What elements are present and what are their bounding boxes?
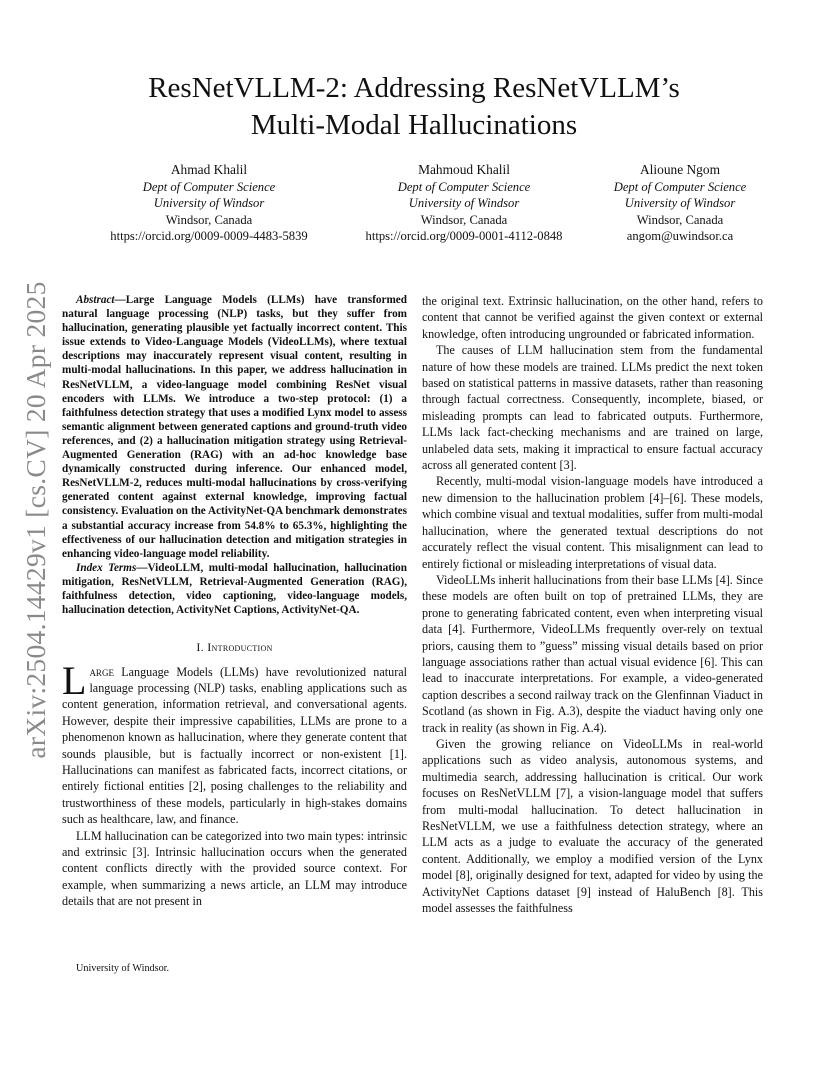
section-heading-introduction	[62, 639, 407, 655]
arxiv-identifier-stamp	[16, 280, 56, 760]
right-paragraph-multimodal: Recently, multi-modal vision-language models have introduced a new dimension to the hallucination problem [4]–[6]. These models, which combine visual and textual modalities, suffer from multi-modal hallucination, where the generated textual descriptions do not accurately reflect the visual content. This misalignment can lead to entirely fictional or misleading interpretations of visual data.	[422, 474, 763, 571]
intro-paragraph-2: LLM hallucination can be categorized into two main types: intrinsic and extrinsic [3]. Intrinsic hallucination occurs when the generated content conflicts directly with the provided source context. For example, when summarizing a news article, an LLM may introduce details that are not present in	[62, 828, 407, 909]
right-paragraph-causes: The causes of LLM hallucination stem from the fundamental nature of how these models are trained. LLMs predict the next token based on statistical patterns in massive datasets, rather than reasoning through factual correctness. Consequently, incomplete, biased, or misleading prompts can lead to fabricated outputs. Furthermore, LLMs lack fact-checking mechanisms and are trained on large, unlabeled data sets, making it impractical to ensure factual accuracy across all generated content [3].	[422, 343, 763, 473]
paper-title	[0, 70, 828, 144]
paper-title-line-1: ResNetVLLM-2: Addressing ResNetVLLM’s	[148, 72, 680, 104]
author-name: Ahmad Khalil	[170, 162, 248, 177]
intro-lead-word: arge	[89, 664, 114, 679]
right-paragraph-videollms: VideoLLMs inherit hallucinations from their base LLMs [4]. Since these models are often built on top of pretrained LLMs, they are prone to generating fabricated content, even when interpreting visual data [4]. Furthermore, VideoLLMs frequently over-rely on textual priors, causing them to ”guess” missing visual details based on prior language associations rather than actual visual evidence [6]. This can lead to inaccurate interpretations. For example, a video-generated caption describes a second railway track on the Glenfinnan Viaduct in Scotland (as shown in Fig. A.3), despite the viaduct having only one track in reality (as shown in Fig. A.4).	[422, 572, 763, 735]
author-location: Windsor, Canada	[420, 212, 508, 227]
right-paragraph-continued: the original text. Extrinsic hallucination, on the other hand, refers to content that cannot be verified against the given context or external knowledge, often introducing ungrounded or fabricated information.	[422, 294, 763, 341]
intro-paragraph-1-text: Language Models (LLMs) have revolutionized natural language processing (NLP) tasks, enabling applications such as content generation, information retrieval, and conversational agents. However, despite their impressive capabilities, LLMs are prone to a phenomenon known as hallucination, where they generate content that sounds plausible, but is factually incorrect or non-existent [1]. Hallucinations can manifest as fabricated facts, incorrect citations, or entirely fictional entities [2], posing challenges to the reliability and trustworthiness of these models, particularly in high-stakes domains such as healthcare, law, and finance.	[62, 664, 407, 827]
author-orcid-link[interactable]: https://orcid.org/0009-0001-4112-0848	[365, 229, 563, 243]
author-name: Mahmoud Khalil	[418, 162, 510, 177]
author-orcid-link[interactable]: https://orcid.org/0009-0009-4483-5839	[110, 229, 308, 243]
author-1	[70, 162, 348, 245]
abstract-label: Abstract	[76, 294, 115, 306]
index-terms-text: —VideoLLM, multi-modal hallucination, hallucination mitigation, ResNetVLLM, Retrieval-Augmented Generation (RAG), faithfulness detection, video captioning, video-language models, hallucination detection, ActivityNet Captions, ActivityNet-QA.	[62, 561, 407, 617]
abstract-text: —Large Language Models (LLMs) have transformed natural language processing (NLP) tasks, but they suffer from hallucination, generating plausible yet factually incorrect content. This issue extends to Video-Language Models (VideoLLMs), where textual descriptions may inaccurately represent visual content, resulting in multi-modal hallucinations. In this paper, we address hallucination in ResNetVLLM, a video-language model combining ResNet visual encoders with LLMs. We introduce a two-step protocol: (1) a faithfulness detection strategy that uses a modified Lynx model to assess semantic alignment between generated captions and ground-truth video references, and (2) a hallucination mitigation strategy using Retrieval-Augmented Generation (RAG) with an ad-hoc knowledge base dynamically constructed during inference. Our enhanced model, ResNetVLLM-2, reduces multi-modal hallucinations by cross-verifying generated content against external knowledge, improving factual consistency. Evaluation on the ActivityNet-QA benchmark demonstrates a substantial accuracy increase from 54.8% to 65.3%, highlighting the effectiveness of our hallucination detection and mitigation strategies in enhancing video-language model reliability.	[62, 294, 407, 560]
intro-paragraph-1	[62, 657, 407, 828]
right-column	[422, 293, 763, 916]
left-column	[62, 293, 407, 910]
author-university: University of Windsor	[153, 196, 265, 210]
right-paragraph-resnetvllm: Given the growing reliance on VideoLLMs in real-world applications such as video analysis, autonomous systems, and multimedia search, addressing hallucination is critical. Our work focuses on ResNetVLLM [7], a vision-language model that suffers from multi-modal hallucination. To detect hallucination in ResNetVLLM, we use a faithfulness detection strategy, where an LLM acts as a judge to evaluate the accuracy of the generated content. Additionally, we employ a modified version of the Lynx model [8], originally designed for text, adapted for video by using the ActivityNet Captions dataset [9] instead of HaluBench [8]. This model assesses the faithfulness	[422, 736, 763, 916]
author-location: Windsor, Canada	[636, 212, 724, 227]
author-3	[550, 162, 810, 245]
arxiv-identifier-text: arXiv:2504.14429v1 [cs.CV] 20 Apr 2025	[20, 281, 51, 759]
author-university: University of Windsor	[624, 196, 736, 210]
author-university: University of Windsor	[408, 196, 520, 210]
index-terms-label: Index Terms	[76, 561, 137, 574]
author-dept: Dept of Computer Science	[397, 179, 531, 194]
author-dept: Dept of Computer Science	[142, 179, 276, 194]
abstract	[62, 293, 407, 561]
index-terms	[62, 561, 407, 617]
drop-cap: L	[62, 657, 87, 703]
section-numeral: I.	[196, 640, 208, 655]
paper-title-line-2: Multi-Modal Hallucinations	[250, 109, 578, 141]
author-dept: Dept of Computer Science	[613, 179, 747, 194]
author-email-link[interactable]: angom@uwindsor.ca	[626, 229, 734, 243]
author-location: Windsor, Canada	[165, 212, 253, 227]
section-title: Introduction	[207, 640, 273, 655]
author-name: Alioune Ngom	[640, 162, 720, 177]
footnote: University of Windsor.	[76, 963, 170, 974]
